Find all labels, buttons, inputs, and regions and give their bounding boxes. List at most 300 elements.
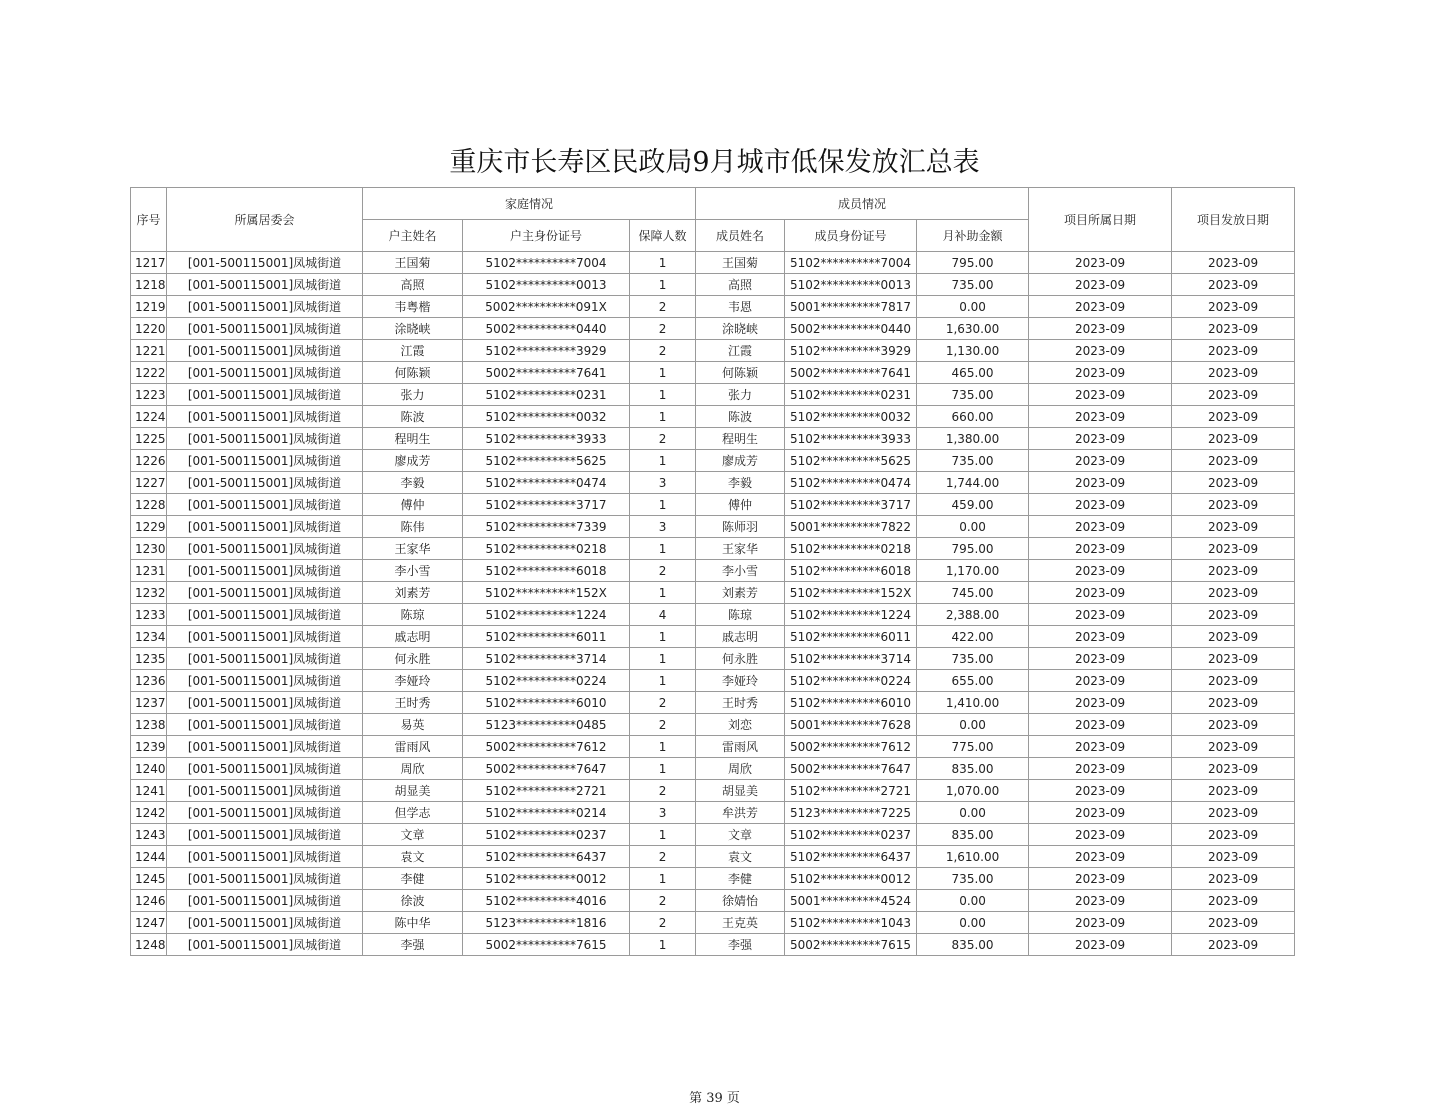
cell-member-name: 李毅 <box>696 472 785 494</box>
cell-project-date: 2023-09 <box>1029 318 1172 340</box>
cell-member-id: 5102**********0032 <box>785 406 917 428</box>
cell-head-name: 易英 <box>363 714 463 736</box>
cell-project-date: 2023-09 <box>1029 296 1172 318</box>
table-row <box>131 692 1295 714</box>
cell-head-name: 王国菊 <box>363 252 463 274</box>
cell-subsidy: 0.00 <box>917 296 1029 318</box>
cell-committee: [001-500115001]凤城街道 <box>167 604 363 626</box>
cell-seq: 1232 <box>131 582 167 604</box>
cell-covered-count: 1 <box>630 384 696 406</box>
cell-member-name: 涂晓峡 <box>696 318 785 340</box>
cell-seq: 1244 <box>131 846 167 868</box>
cell-covered-count: 2 <box>630 714 696 736</box>
cell-release-date: 2023-09 <box>1172 494 1295 516</box>
cell-committee: [001-500115001]凤城街道 <box>167 824 363 846</box>
cell-member-name: 陈师羽 <box>696 516 785 538</box>
cell-committee: [001-500115001]凤城街道 <box>167 670 363 692</box>
table-row <box>131 472 1295 494</box>
cell-head-id: 5102**********7004 <box>463 252 630 274</box>
cell-seq: 1218 <box>131 274 167 296</box>
cell-member-id: 5102**********0224 <box>785 670 917 692</box>
cell-committee: [001-500115001]凤城街道 <box>167 340 363 362</box>
cell-head-name: 徐波 <box>363 890 463 912</box>
cell-subsidy: 1,744.00 <box>917 472 1029 494</box>
cell-release-date: 2023-09 <box>1172 406 1295 428</box>
cell-committee: [001-500115001]凤城街道 <box>167 582 363 604</box>
cell-seq: 1245 <box>131 868 167 890</box>
cell-project-date: 2023-09 <box>1029 340 1172 362</box>
cell-covered-count: 2 <box>630 340 696 362</box>
cell-covered-count: 3 <box>630 802 696 824</box>
cell-seq: 1248 <box>131 934 167 956</box>
cell-member-id: 5102**********2721 <box>785 780 917 802</box>
cell-project-date: 2023-09 <box>1029 714 1172 736</box>
cell-subsidy: 422.00 <box>917 626 1029 648</box>
cell-release-date: 2023-09 <box>1172 318 1295 340</box>
cell-member-name: 陈波 <box>696 406 785 428</box>
cell-member-id: 5102**********6010 <box>785 692 917 714</box>
cell-committee: [001-500115001]凤城街道 <box>167 714 363 736</box>
cell-seq: 1222 <box>131 362 167 384</box>
cell-member-name: 李强 <box>696 934 785 956</box>
table-body <box>131 252 1295 956</box>
cell-committee: [001-500115001]凤城街道 <box>167 692 363 714</box>
cell-head-id: 5102**********0013 <box>463 274 630 296</box>
table-row <box>131 604 1295 626</box>
cell-member-name: 李健 <box>696 868 785 890</box>
cell-project-date: 2023-09 <box>1029 582 1172 604</box>
cell-seq: 1227 <box>131 472 167 494</box>
cell-covered-count: 2 <box>630 912 696 934</box>
table-row <box>131 560 1295 582</box>
cell-project-date: 2023-09 <box>1029 472 1172 494</box>
cell-head-id: 5102**********3933 <box>463 428 630 450</box>
cell-subsidy: 735.00 <box>917 868 1029 890</box>
cell-project-date: 2023-09 <box>1029 736 1172 758</box>
cell-covered-count: 2 <box>630 296 696 318</box>
cell-committee: [001-500115001]凤城街道 <box>167 252 363 274</box>
cell-head-id: 5123**********1816 <box>463 912 630 934</box>
cell-release-date: 2023-09 <box>1172 868 1295 890</box>
cell-member-id: 5102**********3717 <box>785 494 917 516</box>
cell-seq: 1241 <box>131 780 167 802</box>
cell-member-name: 李娅玲 <box>696 670 785 692</box>
cell-project-date: 2023-09 <box>1029 450 1172 472</box>
cell-committee: [001-500115001]凤城街道 <box>167 296 363 318</box>
cell-project-date: 2023-09 <box>1029 494 1172 516</box>
table-row <box>131 450 1295 472</box>
cell-committee: [001-500115001]凤城街道 <box>167 846 363 868</box>
cell-subsidy: 835.00 <box>917 758 1029 780</box>
cell-release-date: 2023-09 <box>1172 274 1295 296</box>
cell-seq: 1223 <box>131 384 167 406</box>
cell-head-name: 张力 <box>363 384 463 406</box>
cell-subsidy: 795.00 <box>917 538 1029 560</box>
cell-release-date: 2023-09 <box>1172 692 1295 714</box>
cell-project-date: 2023-09 <box>1029 802 1172 824</box>
cell-release-date: 2023-09 <box>1172 714 1295 736</box>
cell-member-name: 刘恋 <box>696 714 785 736</box>
cell-committee: [001-500115001]凤城街道 <box>167 758 363 780</box>
cell-head-name: 程明生 <box>363 428 463 450</box>
cell-release-date: 2023-09 <box>1172 450 1295 472</box>
cell-head-id: 5102**********3929 <box>463 340 630 362</box>
cell-seq: 1236 <box>131 670 167 692</box>
cell-member-id: 5002**********0440 <box>785 318 917 340</box>
cell-member-name: 廖成芳 <box>696 450 785 472</box>
cell-seq: 1230 <box>131 538 167 560</box>
cell-committee: [001-500115001]凤城街道 <box>167 274 363 296</box>
table-row <box>131 736 1295 758</box>
cell-committee: [001-500115001]凤城街道 <box>167 802 363 824</box>
header-seq: 序号 <box>131 188 167 252</box>
cell-member-id: 5102**********6437 <box>785 846 917 868</box>
cell-committee: [001-500115001]凤城街道 <box>167 384 363 406</box>
cell-seq: 1242 <box>131 802 167 824</box>
cell-subsidy: 1,170.00 <box>917 560 1029 582</box>
cell-release-date: 2023-09 <box>1172 626 1295 648</box>
cell-release-date: 2023-09 <box>1172 362 1295 384</box>
cell-head-id: 5102**********6018 <box>463 560 630 582</box>
cell-release-date: 2023-09 <box>1172 538 1295 560</box>
relief-summary-table <box>130 187 1295 956</box>
cell-project-date: 2023-09 <box>1029 516 1172 538</box>
cell-committee: [001-500115001]凤城街道 <box>167 494 363 516</box>
cell-subsidy: 735.00 <box>917 648 1029 670</box>
cell-member-name: 胡显美 <box>696 780 785 802</box>
cell-project-date: 2023-09 <box>1029 670 1172 692</box>
cell-head-id: 5002**********7647 <box>463 758 630 780</box>
cell-committee: [001-500115001]凤城街道 <box>167 560 363 582</box>
cell-member-id: 5102**********0474 <box>785 472 917 494</box>
table-row <box>131 824 1295 846</box>
cell-release-date: 2023-09 <box>1172 802 1295 824</box>
header-covered-count: 保障人数 <box>630 220 696 252</box>
cell-project-date: 2023-09 <box>1029 252 1172 274</box>
cell-head-id: 5102**********0032 <box>463 406 630 428</box>
cell-release-date: 2023-09 <box>1172 670 1295 692</box>
header-committee: 所属居委会 <box>167 188 363 252</box>
cell-member-name: 程明生 <box>696 428 785 450</box>
table-row <box>131 714 1295 736</box>
cell-subsidy: 835.00 <box>917 934 1029 956</box>
cell-member-name: 江霞 <box>696 340 785 362</box>
table-row <box>131 384 1295 406</box>
cell-head-id: 5102**********1224 <box>463 604 630 626</box>
cell-seq: 1221 <box>131 340 167 362</box>
cell-member-id: 5002**********7612 <box>785 736 917 758</box>
cell-subsidy: 795.00 <box>917 252 1029 274</box>
cell-member-name: 徐婧怡 <box>696 890 785 912</box>
cell-project-date: 2023-09 <box>1029 692 1172 714</box>
cell-subsidy: 465.00 <box>917 362 1029 384</box>
cell-member-id: 5102**********0231 <box>785 384 917 406</box>
cell-head-name: 李强 <box>363 934 463 956</box>
table-row <box>131 252 1295 274</box>
cell-member-id: 5001**********7822 <box>785 516 917 538</box>
table-row <box>131 758 1295 780</box>
table-row <box>131 934 1295 956</box>
cell-subsidy: 0.00 <box>917 912 1029 934</box>
cell-committee: [001-500115001]凤城街道 <box>167 450 363 472</box>
header-subsidy: 月补助金额 <box>917 220 1029 252</box>
cell-covered-count: 1 <box>630 252 696 274</box>
cell-covered-count: 1 <box>630 362 696 384</box>
cell-member-id: 5001**********7628 <box>785 714 917 736</box>
cell-seq: 1237 <box>131 692 167 714</box>
header-head-id: 户主身份证号 <box>463 220 630 252</box>
cell-covered-count: 1 <box>630 934 696 956</box>
table-row <box>131 582 1295 604</box>
cell-project-date: 2023-09 <box>1029 890 1172 912</box>
header-member-group: 成员情况 <box>696 188 1029 220</box>
cell-covered-count: 1 <box>630 670 696 692</box>
cell-head-name: 李娅玲 <box>363 670 463 692</box>
cell-head-id: 5102**********0231 <box>463 384 630 406</box>
cell-head-id: 5102**********3714 <box>463 648 630 670</box>
table-header <box>131 188 1295 252</box>
cell-release-date: 2023-09 <box>1172 912 1295 934</box>
cell-member-id: 5102**********0237 <box>785 824 917 846</box>
cell-project-date: 2023-09 <box>1029 648 1172 670</box>
cell-subsidy: 2,388.00 <box>917 604 1029 626</box>
cell-head-id: 5002**********0440 <box>463 318 630 340</box>
cell-project-date: 2023-09 <box>1029 934 1172 956</box>
cell-member-id: 5002**********7647 <box>785 758 917 780</box>
table-row <box>131 362 1295 384</box>
cell-covered-count: 3 <box>630 516 696 538</box>
table-row <box>131 340 1295 362</box>
table-row <box>131 648 1295 670</box>
cell-project-date: 2023-09 <box>1029 538 1172 560</box>
cell-subsidy: 459.00 <box>917 494 1029 516</box>
cell-covered-count: 1 <box>630 494 696 516</box>
table-row <box>131 494 1295 516</box>
table-row <box>131 780 1295 802</box>
cell-head-name: 陈中华 <box>363 912 463 934</box>
cell-subsidy: 1,610.00 <box>917 846 1029 868</box>
cell-project-date: 2023-09 <box>1029 780 1172 802</box>
cell-covered-count: 1 <box>630 736 696 758</box>
cell-seq: 1243 <box>131 824 167 846</box>
cell-release-date: 2023-09 <box>1172 604 1295 626</box>
cell-head-id: 5102**********0012 <box>463 868 630 890</box>
cell-member-id: 5102**********1224 <box>785 604 917 626</box>
cell-project-date: 2023-09 <box>1029 384 1172 406</box>
cell-member-id: 5002**********7615 <box>785 934 917 956</box>
cell-committee: [001-500115001]凤城街道 <box>167 406 363 428</box>
cell-member-name: 周欣 <box>696 758 785 780</box>
cell-head-id: 5002**********7612 <box>463 736 630 758</box>
cell-member-id: 5102**********3933 <box>785 428 917 450</box>
cell-project-date: 2023-09 <box>1029 604 1172 626</box>
header-project-date: 项目所属日期 <box>1029 188 1172 252</box>
cell-release-date: 2023-09 <box>1172 560 1295 582</box>
cell-seq: 1231 <box>131 560 167 582</box>
cell-project-date: 2023-09 <box>1029 428 1172 450</box>
cell-head-name: 刘素芳 <box>363 582 463 604</box>
cell-head-name: 但学志 <box>363 802 463 824</box>
cell-head-name: 李健 <box>363 868 463 890</box>
cell-project-date: 2023-09 <box>1029 824 1172 846</box>
cell-seq: 1246 <box>131 890 167 912</box>
cell-head-id: 5102**********4016 <box>463 890 630 912</box>
cell-head-name: 周欣 <box>363 758 463 780</box>
table-row <box>131 406 1295 428</box>
cell-head-id: 5102**********0214 <box>463 802 630 824</box>
cell-subsidy: 1,630.00 <box>917 318 1029 340</box>
cell-subsidy: 0.00 <box>917 516 1029 538</box>
cell-member-name: 韦恩 <box>696 296 785 318</box>
cell-covered-count: 3 <box>630 472 696 494</box>
cell-covered-count: 1 <box>630 450 696 472</box>
table-row <box>131 802 1295 824</box>
cell-project-date: 2023-09 <box>1029 274 1172 296</box>
cell-subsidy: 835.00 <box>917 824 1029 846</box>
table-row <box>131 626 1295 648</box>
cell-covered-count: 1 <box>630 626 696 648</box>
cell-head-name: 傅仲 <box>363 494 463 516</box>
cell-member-name: 张力 <box>696 384 785 406</box>
cell-member-id: 5102**********1043 <box>785 912 917 934</box>
cell-seq: 1226 <box>131 450 167 472</box>
cell-head-id: 5102**********152X <box>463 582 630 604</box>
cell-committee: [001-500115001]凤城街道 <box>167 428 363 450</box>
cell-covered-count: 1 <box>630 824 696 846</box>
cell-committee: [001-500115001]凤城街道 <box>167 472 363 494</box>
cell-subsidy: 775.00 <box>917 736 1029 758</box>
cell-subsidy: 0.00 <box>917 890 1029 912</box>
cell-head-name: 戚志明 <box>363 626 463 648</box>
cell-head-name: 胡显美 <box>363 780 463 802</box>
cell-subsidy: 660.00 <box>917 406 1029 428</box>
cell-head-id: 5102**********6010 <box>463 692 630 714</box>
cell-project-date: 2023-09 <box>1029 758 1172 780</box>
cell-member-name: 文章 <box>696 824 785 846</box>
table-row <box>131 912 1295 934</box>
cell-member-name: 王时秀 <box>696 692 785 714</box>
table-row <box>131 516 1295 538</box>
cell-subsidy: 1,130.00 <box>917 340 1029 362</box>
cell-project-date: 2023-09 <box>1029 626 1172 648</box>
cell-member-name: 牟洪芳 <box>696 802 785 824</box>
cell-seq: 1234 <box>131 626 167 648</box>
cell-head-name: 王家华 <box>363 538 463 560</box>
cell-project-date: 2023-09 <box>1029 868 1172 890</box>
cell-head-id: 5102**********0218 <box>463 538 630 560</box>
cell-release-date: 2023-09 <box>1172 384 1295 406</box>
table-row <box>131 890 1295 912</box>
cell-release-date: 2023-09 <box>1172 252 1295 274</box>
cell-member-name: 傅仲 <box>696 494 785 516</box>
cell-seq: 1240 <box>131 758 167 780</box>
cell-member-name: 王家华 <box>696 538 785 560</box>
cell-seq: 1228 <box>131 494 167 516</box>
cell-release-date: 2023-09 <box>1172 516 1295 538</box>
cell-head-name: 何永胜 <box>363 648 463 670</box>
cell-head-id: 5002**********091X <box>463 296 630 318</box>
cell-seq: 1217 <box>131 252 167 274</box>
cell-member-id: 5102**********6018 <box>785 560 917 582</box>
cell-project-date: 2023-09 <box>1029 560 1172 582</box>
cell-subsidy: 735.00 <box>917 274 1029 296</box>
cell-head-name: 廖成芳 <box>363 450 463 472</box>
cell-member-name: 高照 <box>696 274 785 296</box>
cell-release-date: 2023-09 <box>1172 758 1295 780</box>
cell-covered-count: 1 <box>630 274 696 296</box>
cell-head-id: 5002**********7615 <box>463 934 630 956</box>
cell-release-date: 2023-09 <box>1172 472 1295 494</box>
cell-head-name: 何陈颖 <box>363 362 463 384</box>
cell-member-name: 戚志明 <box>696 626 785 648</box>
cell-head-name: 王时秀 <box>363 692 463 714</box>
cell-subsidy: 1,380.00 <box>917 428 1029 450</box>
cell-release-date: 2023-09 <box>1172 736 1295 758</box>
cell-project-date: 2023-09 <box>1029 406 1172 428</box>
cell-member-name: 刘素芳 <box>696 582 785 604</box>
cell-seq: 1233 <box>131 604 167 626</box>
cell-project-date: 2023-09 <box>1029 362 1172 384</box>
cell-committee: [001-500115001]凤城街道 <box>167 538 363 560</box>
cell-seq: 1235 <box>131 648 167 670</box>
table-row <box>131 868 1295 890</box>
cell-member-id: 5102**********0218 <box>785 538 917 560</box>
cell-member-id: 5001**********7817 <box>785 296 917 318</box>
cell-covered-count: 2 <box>630 318 696 340</box>
cell-covered-count: 1 <box>630 406 696 428</box>
cell-covered-count: 1 <box>630 648 696 670</box>
cell-subsidy: 0.00 <box>917 714 1029 736</box>
cell-release-date: 2023-09 <box>1172 934 1295 956</box>
cell-covered-count: 1 <box>630 582 696 604</box>
cell-committee: [001-500115001]凤城街道 <box>167 868 363 890</box>
cell-subsidy: 0.00 <box>917 802 1029 824</box>
header-family-group: 家庭情况 <box>363 188 696 220</box>
table-row <box>131 318 1295 340</box>
cell-committee: [001-500115001]凤城街道 <box>167 648 363 670</box>
cell-seq: 1247 <box>131 912 167 934</box>
cell-head-id: 5102**********5625 <box>463 450 630 472</box>
cell-head-name: 陈波 <box>363 406 463 428</box>
cell-covered-count: 1 <box>630 868 696 890</box>
cell-seq: 1220 <box>131 318 167 340</box>
cell-covered-count: 2 <box>630 780 696 802</box>
cell-head-id: 5002**********7641 <box>463 362 630 384</box>
header-member-id: 成员身份证号 <box>785 220 917 252</box>
cell-member-name: 陈琼 <box>696 604 785 626</box>
cell-covered-count: 2 <box>630 560 696 582</box>
cell-seq: 1224 <box>131 406 167 428</box>
cell-seq: 1229 <box>131 516 167 538</box>
table-row <box>131 296 1295 318</box>
cell-covered-count: 1 <box>630 538 696 560</box>
cell-head-name: 雷雨风 <box>363 736 463 758</box>
cell-head-name: 涂晓峡 <box>363 318 463 340</box>
cell-member-id: 5102**********0013 <box>785 274 917 296</box>
cell-committee: [001-500115001]凤城街道 <box>167 516 363 538</box>
cell-release-date: 2023-09 <box>1172 428 1295 450</box>
cell-subsidy: 735.00 <box>917 450 1029 472</box>
cell-release-date: 2023-09 <box>1172 582 1295 604</box>
cell-covered-count: 4 <box>630 604 696 626</box>
table-row <box>131 274 1295 296</box>
cell-head-name: 高照 <box>363 274 463 296</box>
cell-release-date: 2023-09 <box>1172 890 1295 912</box>
header-release-date: 项目发放日期 <box>1172 188 1295 252</box>
cell-head-name: 陈琼 <box>363 604 463 626</box>
page-number: 第 39 页 <box>689 1091 740 1106</box>
cell-subsidy: 1,070.00 <box>917 780 1029 802</box>
